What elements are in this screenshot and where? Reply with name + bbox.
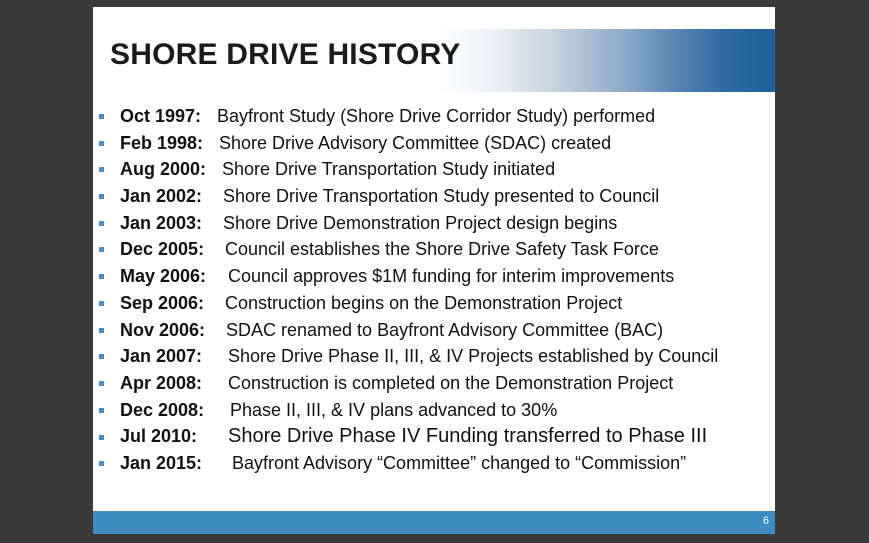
timeline-item (93, 317, 775, 344)
timeline-item (93, 397, 775, 424)
timeline-date: Aug 2000: (120, 159, 207, 180)
timeline-item (93, 156, 775, 183)
timeline-text: Phase II, III, & IV plans advanced to 30% (230, 399, 558, 420)
bullet-icon (99, 141, 104, 146)
slide (93, 7, 775, 534)
timeline-date: Feb 1998: (120, 132, 204, 153)
timeline-text: Construction begins on the Demonstration Project (225, 292, 623, 313)
timeline-text: Shore Drive Transportation Study initiated (222, 159, 556, 180)
bullet-icon (99, 221, 104, 226)
timeline-text: Shore Drive Phase II, III, & IV Projects established by Council (228, 346, 719, 367)
timeline-date: Jan 2002: (120, 186, 203, 207)
timeline-text: Shore Drive Phase IV Funding transferred to Phase III (228, 425, 708, 448)
timeline-item (93, 290, 775, 317)
timeline-date: Sep 2006: (120, 292, 205, 313)
timeline-date: Jan 2003: (120, 212, 203, 233)
bullet-icon (99, 354, 104, 359)
bullet-icon (99, 274, 104, 279)
timeline-text: Shore Drive Advisory Committee (SDAC) created (219, 132, 612, 153)
bullet-icon (99, 408, 104, 413)
timeline-item (93, 210, 775, 237)
timeline-list (93, 103, 775, 477)
timeline-item (93, 370, 775, 397)
timeline-item (93, 263, 775, 290)
page-number: 6 (762, 515, 769, 527)
timeline-text: Shore Drive Transportation Study presented to Council (223, 186, 660, 207)
timeline-date: Oct 1997: (120, 106, 202, 126)
timeline-date: Jan 2015: (120, 453, 203, 474)
timeline-text: Construction is completed on the Demonstration Project (228, 372, 674, 393)
timeline-text: Bayfront Advisory “Committee” changed to “Commission” (232, 453, 687, 474)
timeline-date: May 2006: (120, 266, 207, 287)
bullet-icon (99, 114, 104, 119)
bullet-icon (99, 328, 104, 333)
timeline-item (93, 130, 775, 157)
timeline-text: Shore Drive Demonstration Project design begins (223, 212, 618, 233)
timeline-date: Nov 2006: (120, 319, 206, 340)
timeline-date: Dec 2008: (120, 399, 205, 420)
timeline-item (93, 450, 775, 477)
timeline-date: Jan 2007: (120, 346, 203, 367)
timeline-date: Apr 2008: (120, 372, 203, 393)
timeline-date: Dec 2005: (120, 239, 205, 260)
footer-bar (93, 511, 775, 534)
timeline-item (93, 236, 775, 263)
timeline-item (93, 103, 775, 130)
bullet-icon (99, 194, 104, 199)
bullet-icon (99, 301, 104, 306)
bullet-icon (99, 461, 104, 466)
timeline-item (93, 343, 775, 370)
bullet-icon (99, 167, 104, 172)
bullet-icon (99, 381, 104, 386)
timeline-item (93, 183, 775, 210)
timeline-text: Council establishes the Shore Drive Safety Task Force (225, 239, 659, 260)
timeline-text: SDAC renamed to Bayfront Advisory Committee (BAC) (226, 319, 664, 340)
timeline-date: Jul 2010: (120, 426, 198, 447)
timeline-text: Bayfront Study (Shore Drive Corridor Study) performed (217, 106, 656, 126)
bullet-icon (99, 247, 104, 252)
bullet-icon (99, 435, 104, 440)
timeline-text: Council approves $1M funding for interim improvements (228, 266, 675, 287)
slide-title: SHORE DRIVE HISTORY (110, 38, 461, 71)
timeline-item (93, 423, 775, 450)
